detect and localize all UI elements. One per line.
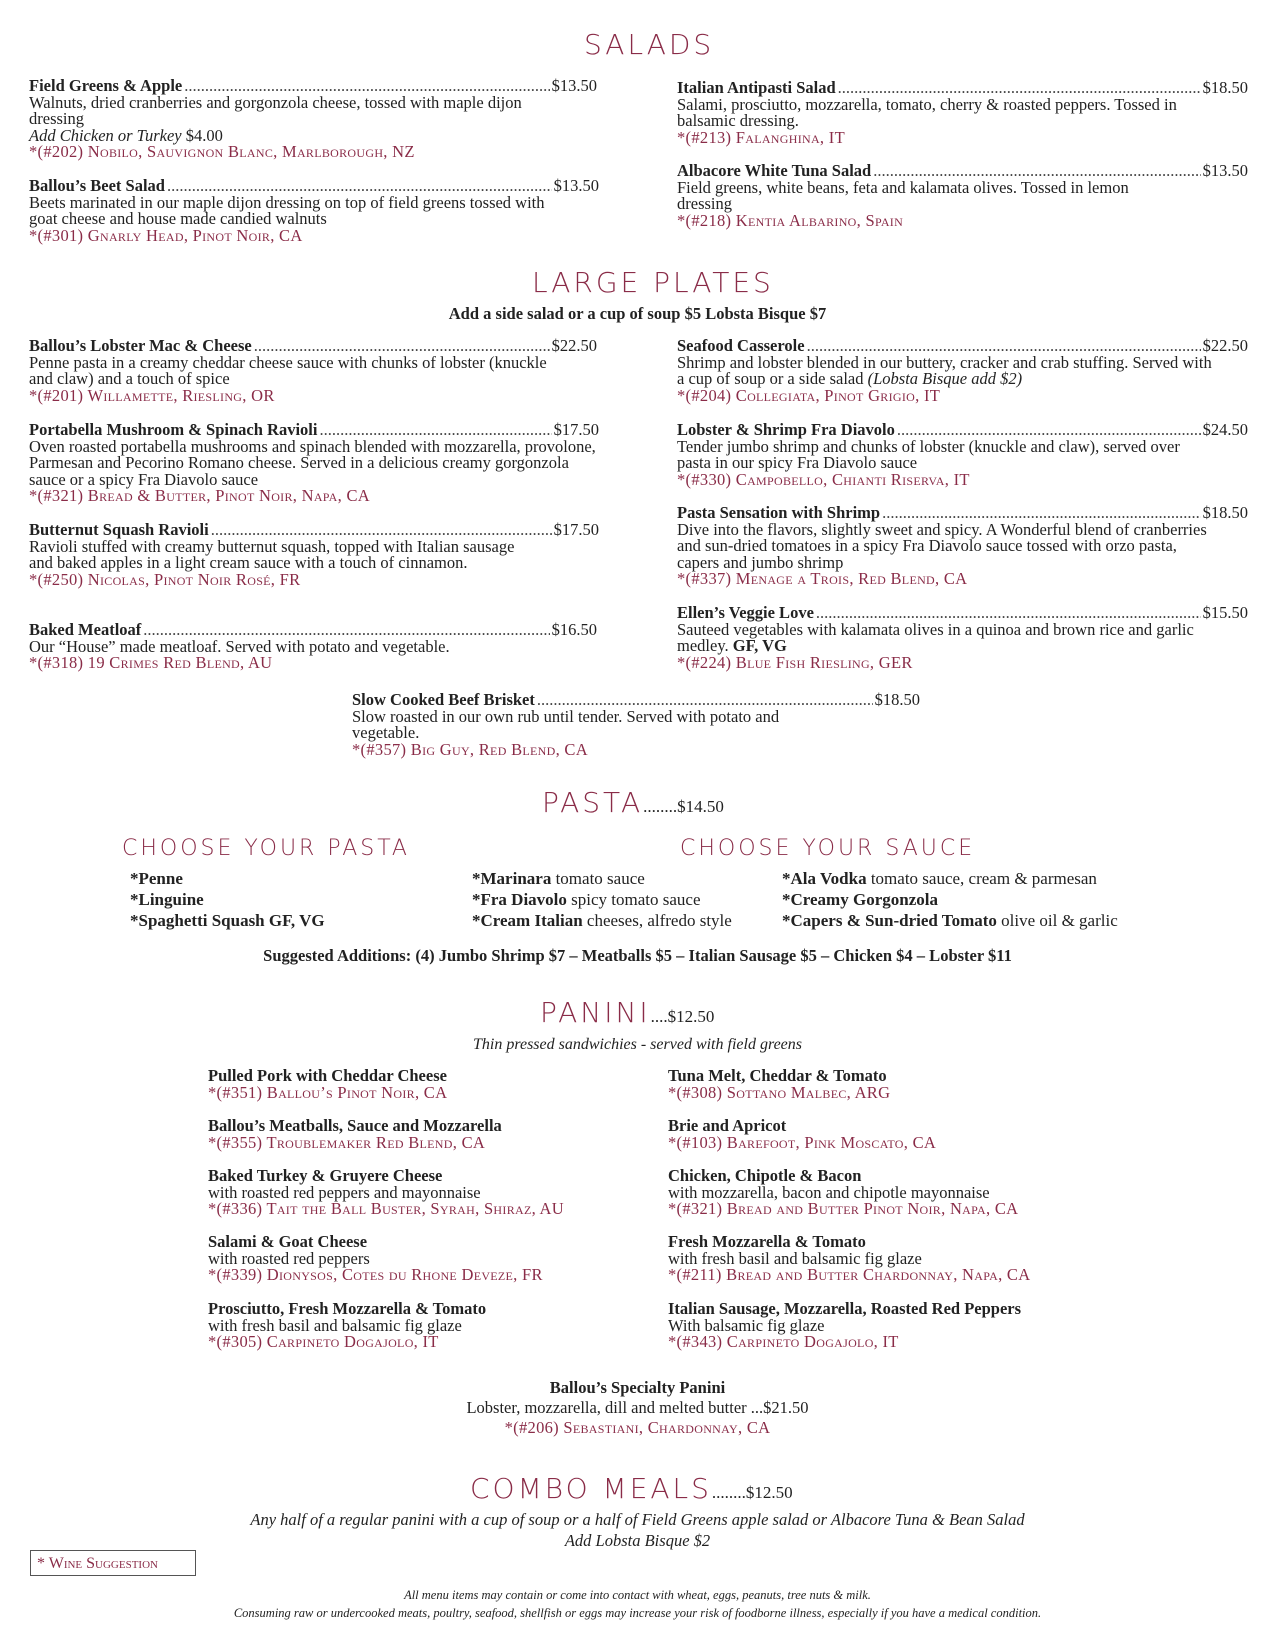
- item-price: $18.50: [1202, 78, 1248, 97]
- sauce-list-b: [782, 868, 1118, 931]
- list-item: *Cream Italian cheeses, alfredo style: [472, 911, 732, 930]
- menu-item: [677, 338, 1248, 404]
- list-item: *Penne: [130, 869, 183, 888]
- item-description: Salami, prosciutto, mozzarella, tomato, cherry & roasted peppers. Tossed in balsamic dressing.: [677, 94, 1177, 130]
- item-price: $22.50: [1202, 336, 1248, 355]
- item-description: Walnuts, dried cranberries and gorgonzola cheese, tossed with maple dijon dressing: [29, 92, 522, 128]
- wine-suggestion: *(#224) Blue Fish Riesling, GER: [677, 652, 913, 672]
- item-name: Portabella Mushroom & Spinach Ravioli: [29, 420, 318, 439]
- list-item: *Creamy Gorgonzola: [782, 890, 938, 909]
- choose-pasta-heading: CHOOSE YOUR PASTA: [122, 836, 410, 861]
- item-name: Field Greens & Apple: [29, 76, 183, 95]
- menu-item: [352, 692, 920, 758]
- item-price: $24.50: [1202, 420, 1248, 439]
- item-description: Penne pasta in a creamy cheddar cheese sauce with chunks of lobster (knuckle and claw) and a touch of spice: [29, 352, 547, 388]
- list-item: *Fra Diavolo spicy tomato sauce: [472, 890, 701, 909]
- combo-note: Any half of a regular panini with a cup of soup or a half of Field Greens apple salad or Albacore Tuna & Bean Salad: [250, 1510, 1025, 1529]
- panini-item: Italian Sausage, Mozzarella, Roasted Red Peppers With balsamic fig glaze *(#343) Carpineto Dogajolo, IT: [668, 1299, 1022, 1351]
- item-price: $13.50: [551, 76, 597, 95]
- item-description: Our “House” made meatloaf. Served with potato and vegetable.: [29, 636, 450, 656]
- menu-item: [29, 422, 599, 505]
- wine-suggestion: *(#321) Bread & Butter, Pinot Noir, Napa, CA: [29, 486, 371, 505]
- list-item: *Marinara tomato sauce: [472, 869, 645, 888]
- panini-item: Brie and Apricot *(#103) Barefoot, Pink Moscato, CA: [668, 1116, 937, 1152]
- pasta-heading: PASTA........$14.50: [542, 786, 724, 819]
- list-item: *Spaghetti Squash GF, VG: [130, 911, 325, 930]
- item-name: Albacore White Tuna Salad: [677, 161, 872, 180]
- panini-item: Tuna Melt, Cheddar & Tomato *(#308) Sottano Malbec, ARG: [668, 1066, 891, 1102]
- allergen-notice: All menu items may contain or come into contact with wheat, eggs, peanuts, tree nuts & milk.: [404, 1588, 871, 1602]
- item-price: $13.50: [1202, 161, 1248, 180]
- pasta-list: [130, 868, 325, 931]
- panini-heading: PANINI....$12.50: [540, 996, 715, 1029]
- item-name: Ballou’s Lobster Mac & Cheese: [29, 336, 252, 355]
- sauce-list-a: [472, 868, 732, 931]
- large-plates-note: Add a side salad or a cup of soup $5 Lobsta Bisque $7: [448, 304, 827, 323]
- item-description: Shrimp and lobster blended in our buttery, cracker and crab stuffing. Served with a cup of soup or a side salad (Lobsta Bisque add $2): [677, 352, 1212, 388]
- wine-suggestion: *(#202) Nobilo, Sauvignon Blanc, Marlborough, NZ: [29, 142, 415, 161]
- pasta-price: ........$14.50: [643, 797, 724, 816]
- large-plates-heading: LARGE PLATES: [532, 266, 774, 299]
- item-price: $15.50: [1202, 603, 1248, 622]
- item-name: Butternut Squash Ravioli: [29, 520, 209, 539]
- menu-item: [29, 622, 597, 672]
- wine-suggestion: *(#204) Collegiata, Pinot Grigio, IT: [677, 385, 941, 405]
- item-addon-price: $4.00: [185, 125, 223, 145]
- salads-heading: SALADS: [584, 28, 715, 61]
- item-description: Ravioli stuffed with creamy butternut squash, topped with Italian sausage and baked apples in a light cream sauce with a touch of cinnamon.: [29, 536, 515, 572]
- item-description: Sauteed vegetables with kalamata olives in a quinoa and brown rice and garlic medley. GF, VG: [677, 619, 1194, 655]
- wine-suggestion: *(#318) 19 Crimes Red Blend, AU: [29, 653, 273, 672]
- panini-item: Prosciutto, Fresh Mozzarella & Tomato with fresh basil and balsamic fig glaze *(#305) Carpineto Dogajolo, IT: [208, 1299, 487, 1351]
- panini-item: Pulled Pork with Cheddar Cheese *(#351) Ballou’s Pinot Noir, CA: [208, 1066, 448, 1102]
- item-price: $18.50: [1202, 503, 1248, 522]
- item-name: Italian Antipasti Salad: [677, 78, 836, 97]
- item-price: $16.50: [551, 620, 597, 639]
- item-price: $18.50: [874, 690, 920, 709]
- wine-suggestion: *(#357) Big Guy, Red Blend, CA: [352, 739, 588, 759]
- panini-note: Thin pressed sandwichies - served with field greens: [473, 1036, 802, 1053]
- menu-item: [29, 338, 597, 404]
- menu-item: [677, 163, 1248, 229]
- food-safety-notice: Consuming raw or undercooked meats, poultry, seafood, shellfish or eggs may increase your risk of foodborne illness, especially if you have a medical condition.: [233, 1606, 1042, 1620]
- specialty-panini: Ballou’s Specialty Panini Lobster, mozzarella, dill and melted butter ...$21.50 *(#206) Sebastiani, Chardonnay, CA: [466, 1378, 809, 1437]
- menu-item: [677, 605, 1248, 671]
- wine-suggestion: *(#337) Menage a Trois, Red Blend, CA: [677, 569, 968, 588]
- panini-item: Salami & Goat Cheese with roasted red peppers *(#339) Dionysos, Cotes du Rhone Deveze, FR: [208, 1232, 543, 1284]
- panini-item: Ballou’s Meatballs, Sauce and Mozzarella *(#355) Troublemaker Red Blend, CA: [208, 1116, 502, 1152]
- menu-item: [677, 80, 1248, 146]
- item-price: $13.50: [553, 176, 599, 195]
- wine-suggestion: *(#250) Nicolas, Pinot Noir Rosé, FR: [29, 569, 301, 589]
- panini-item: Baked Turkey & Gruyere Cheese with roasted red peppers and mayonnaise *(#336) Tait the Ball Buster, Syrah, Shiraz, AU: [208, 1166, 564, 1218]
- item-price: $22.50: [551, 336, 597, 355]
- item-description: Tender jumbo shrimp and chunks of lobster (knuckle and claw), served over pasta in our spicy Fra Diavolo sauce: [677, 436, 1180, 472]
- wine-suggestion: *(#218) Kentia Albarino, Spain: [677, 210, 904, 230]
- wine-suggestion: *(#213) Falanghina, IT: [677, 127, 845, 147]
- wine-suggestion-legend: * Wine Suggestion: [30, 1550, 196, 1576]
- item-description: Beets marinated in our maple dijon dressing on top of field greens tossed with goat cheese and house made candied walnuts: [29, 192, 545, 228]
- list-item: *Ala Vodka tomato sauce, cream & parmesan: [782, 869, 1097, 888]
- menu-item: [29, 178, 599, 244]
- item-name: Ballou’s Beet Salad: [29, 176, 165, 195]
- menu-item: [677, 505, 1248, 588]
- combo-price: ........$12.50: [711, 1483, 793, 1502]
- item-name: Ellen’s Veggie Love: [677, 603, 814, 622]
- panini-item: Fresh Mozzarella & Tomato with fresh basil and balsamic fig glaze *(#211) Bread and Butter Chardonnay, Napa, CA: [668, 1232, 1031, 1284]
- menu-item: [29, 78, 597, 161]
- item-addon: Add Chicken or Turkey: [29, 125, 182, 145]
- item-name: Pasta Sensation with Shrimp: [677, 503, 881, 522]
- pasta-additions: Suggested Additions: (4) Jumbo Shrimp $7 – Meatballs $5 – Italian Sausage $5 – Chicken $4 – Lobster $11: [263, 946, 1012, 965]
- item-price: $17.50: [553, 520, 599, 539]
- item-name: Seafood Casserole: [677, 336, 805, 355]
- list-item: *Linguine: [130, 890, 204, 909]
- wine-suggestion: *(#301) Gnarly Head, Pinot Noir, CA: [29, 225, 303, 245]
- combo-note-2: Add Lobsta Bisque $2: [564, 1531, 711, 1550]
- item-name: Lobster & Shrimp Fra Diavolo: [677, 420, 895, 439]
- list-item: *Capers & Sun-dried Tomato olive oil & garlic: [782, 911, 1118, 930]
- menu-item: [677, 422, 1248, 488]
- choose-sauce-heading: CHOOSE YOUR SAUCE: [680, 836, 976, 861]
- item-price: $17.50: [553, 420, 599, 439]
- combo-heading: COMBO MEALS........$12.50: [470, 1472, 793, 1505]
- menu-item: [29, 522, 599, 588]
- item-description: Dive into the flavors, slightly sweet and spicy. A Wonderful blend of cranberries and sun-dried tomatoes in a spicy Fra Diavolo sauce tossed with orzo pasta, capers and jumbo shrimp: [677, 519, 1207, 572]
- item-description: Field greens, white beans, feta and kalamata olives. Tossed in lemon dressing: [677, 177, 1129, 213]
- item-name: Slow Cooked Beef Brisket: [352, 690, 535, 709]
- panini-price: ....$12.50: [650, 1007, 715, 1026]
- panini-item: Chicken, Chipotle & Bacon with mozzarella, bacon and chipotle mayonnaise *(#321) Bread and Butter Pinot Noir, Napa, CA: [668, 1166, 1019, 1218]
- item-name: Baked Meatloaf: [29, 620, 142, 639]
- item-description: Oven roasted portabella mushrooms and spinach blended with mozzarella, provolone, Parmesan and Pecorino Romano cheese. Served in a delicious creamy gorgonzola sauce or a spicy Fra Diavolo sauce: [29, 436, 596, 489]
- wine-suggestion: *(#201) Willamette, Riesling, OR: [29, 385, 275, 405]
- item-description: Slow roasted in our own rub until tender. Served with potato and vegetable.: [352, 706, 780, 742]
- wine-suggestion: *(#330) Campobello, Chianti Riserva, IT: [677, 469, 970, 489]
